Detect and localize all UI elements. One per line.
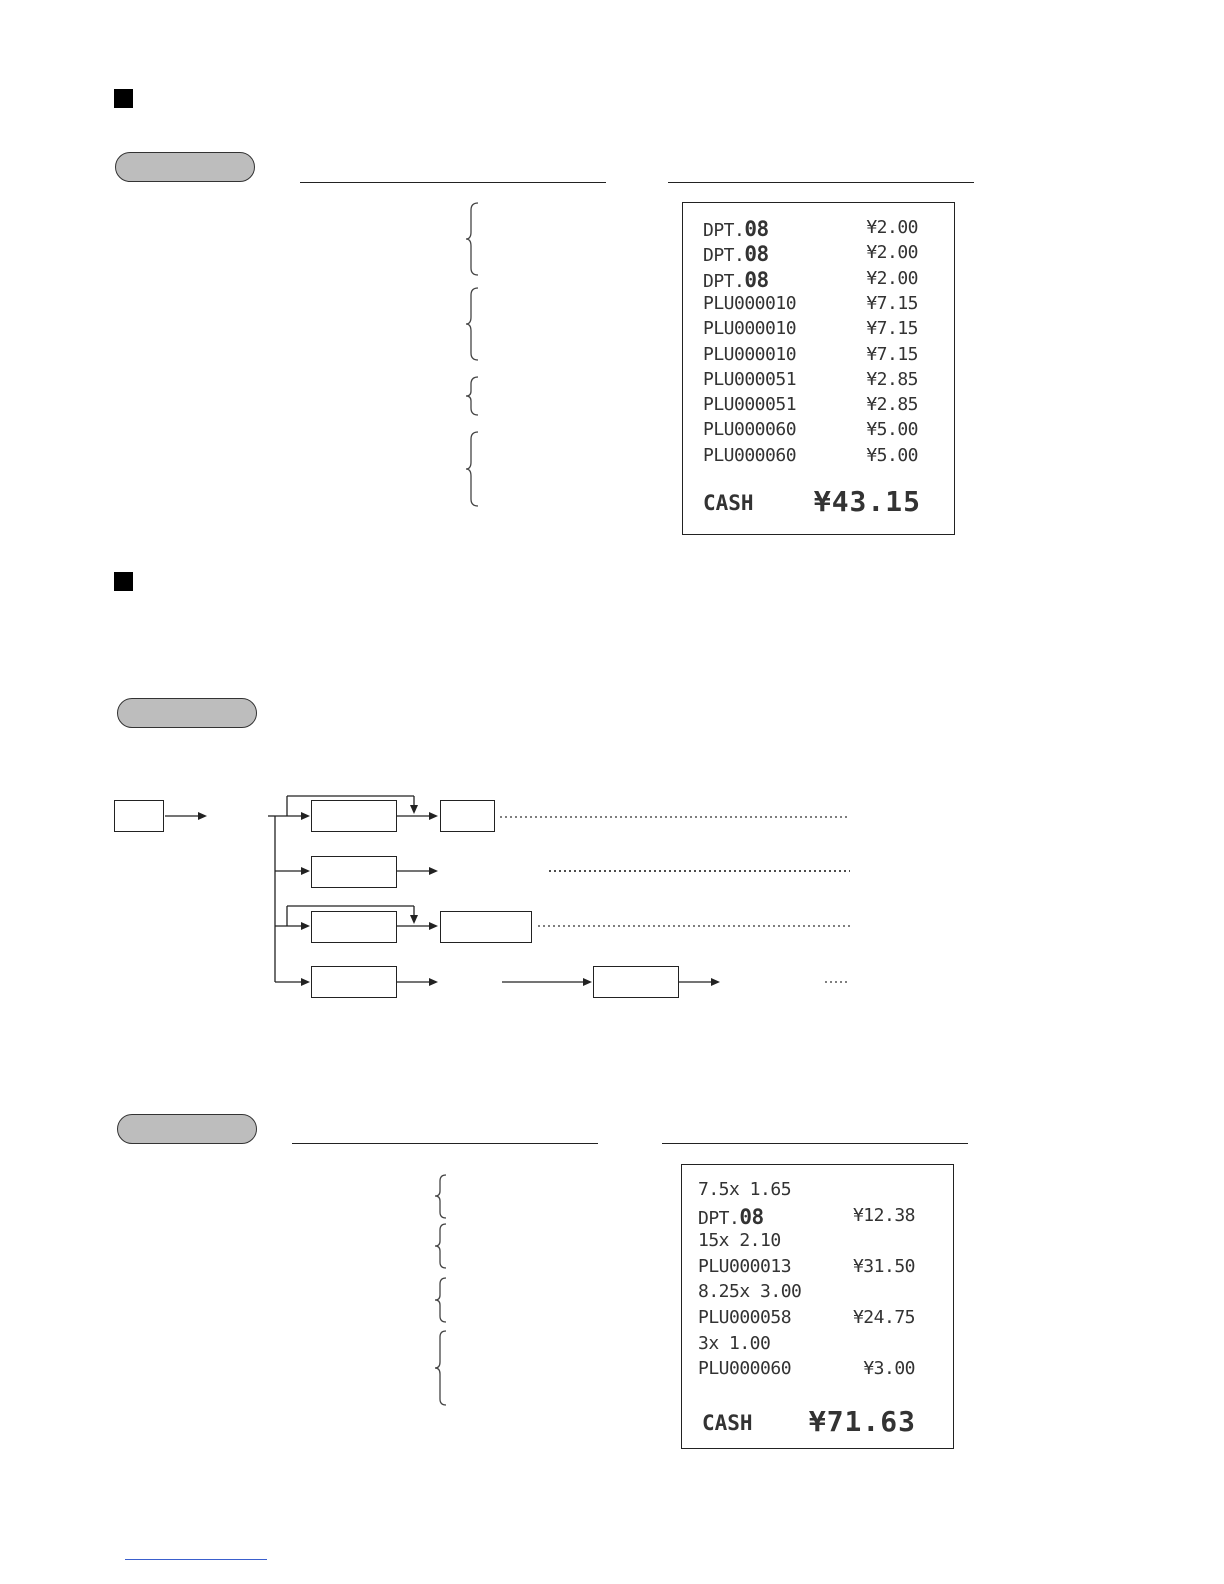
receipt-1-item-label: PLU000010 <box>703 343 797 365</box>
brace-group-4 <box>466 432 478 506</box>
receipt-2-line-amount: ¥24.75 <box>852 1307 915 1328</box>
receipt-1-item-amount: ¥7.15 <box>866 318 918 340</box>
example-pill-2 <box>117 1114 257 1144</box>
receipt-1-item-amount: ¥5.00 <box>866 419 918 441</box>
receipt-2-line-left: 7.5x 1.65 <box>698 1179 792 1200</box>
receipt-1-item-label: PLU000060 <box>703 419 797 441</box>
receipt-2-line-left: 15x 2.10 <box>698 1230 781 1252</box>
receipt-1-total-label: CASH <box>703 491 754 515</box>
receipt-2-line-left: PLU000060 <box>698 1358 792 1380</box>
brace-group-6 <box>435 1224 446 1268</box>
receipt-2-total-label: CASH <box>702 1411 753 1435</box>
receipt-1-item-amount: ¥2.85 <box>866 368 918 390</box>
receipt-2-line-left: PLU000058 <box>698 1307 792 1328</box>
flow-key-row4-b <box>593 966 679 998</box>
receipt-1-item-amount: ¥7.15 <box>866 343 918 365</box>
flow-key-row3-a <box>311 911 397 943</box>
key-operation-rule-2 <box>292 1143 598 1144</box>
receipt-1-item-label: PLU000051 <box>703 368 797 390</box>
brace-group-3 <box>466 377 478 415</box>
section-bullet-2 <box>114 572 133 591</box>
receipt-1-item-label: DPT.08 <box>703 217 769 241</box>
receipt-1-item-amount: ¥2.00 <box>866 267 918 289</box>
receipt-1-item-label: PLU000060 <box>703 444 797 466</box>
receipt-1-item-amount: ¥5.00 <box>866 444 918 466</box>
receipt-1-item-amount: ¥2.85 <box>866 394 918 416</box>
receipt-1-total-amount: ¥43.15 <box>813 485 921 518</box>
print-rule-2 <box>662 1143 968 1144</box>
receipt-2 <box>681 1164 954 1449</box>
receipt-1-item-amount: ¥7.15 <box>866 292 918 314</box>
receipt-1-item-amount: ¥2.00 <box>866 242 918 264</box>
receipt-1-item-label: PLU000010 <box>703 318 797 340</box>
receipt-1-item-label: DPT.08 <box>703 267 769 292</box>
receipt-2-line-amount: ¥3.00 <box>863 1358 915 1380</box>
receipt-2-line-amount: ¥12.38 <box>852 1204 915 1226</box>
brace-group-2 <box>466 288 478 360</box>
flow-key-row2-a <box>311 856 397 888</box>
flow-key-row4-a <box>311 966 397 998</box>
receipt-1-item-amount: ¥2.00 <box>866 217 918 238</box>
receipt-1 <box>682 202 955 535</box>
receipt-1-item-label: DPT.08 <box>703 242 769 267</box>
flow-start-key <box>114 800 164 832</box>
flow-key-row1-a <box>311 800 397 832</box>
procedure-pill <box>117 698 257 728</box>
brace-group-7 <box>435 1278 446 1322</box>
brace-group-5 <box>435 1175 446 1218</box>
flow-key-row1-b <box>440 800 495 832</box>
flow-key-row3-b <box>440 911 532 943</box>
receipt-2-line-amount: ¥31.50 <box>852 1255 915 1277</box>
receipt-1-item-label: PLU000010 <box>703 292 797 314</box>
receipt-2-line-left: 3x 1.00 <box>698 1332 771 1354</box>
receipt-2-line-left: PLU000013 <box>698 1255 792 1277</box>
receipt-2-line-left: 8.25x 3.00 <box>698 1281 802 1303</box>
brace-group-1 <box>466 203 478 275</box>
footer-rule <box>125 1559 267 1560</box>
receipt-2-line-left: DPT.08 <box>698 1204 764 1229</box>
receipt-2-total-amount: ¥71.63 <box>808 1405 916 1438</box>
receipt-1-item-label: PLU000051 <box>703 394 797 416</box>
brace-group-8 <box>435 1331 446 1405</box>
